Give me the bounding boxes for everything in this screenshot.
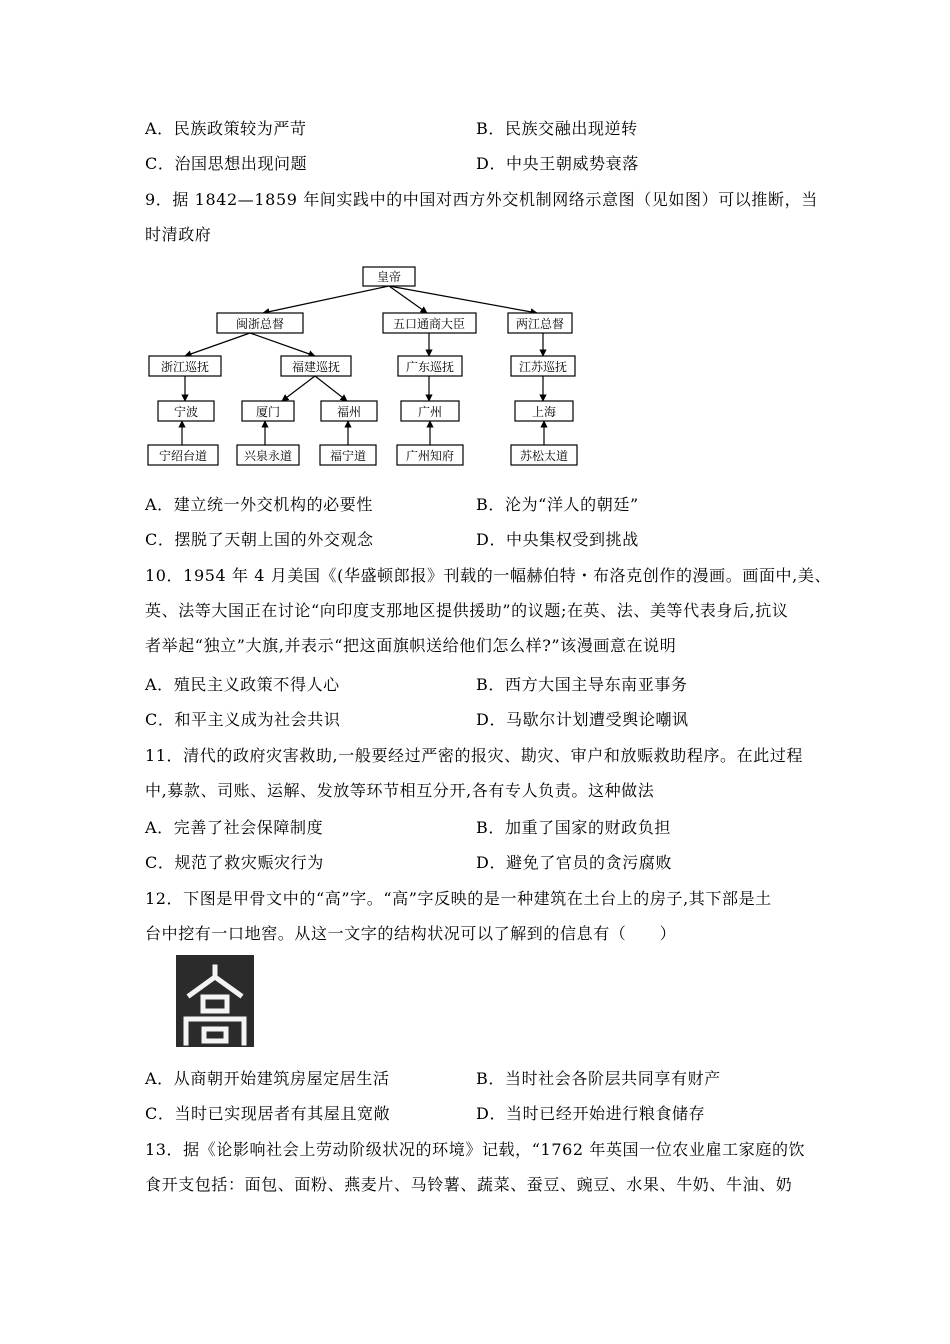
node-fujian: 福建巡抚 <box>291 360 341 374</box>
q10-option-c: C．和平主义成为社会共识 <box>145 710 341 729</box>
node-guangzhou: 广州 <box>417 405 443 419</box>
node-minzhe: 闽浙总督 <box>235 317 285 331</box>
q12-option-c: C．当时已实现居者有其屋且宽敞 <box>145 1104 391 1123</box>
q11-option-d: D．避免了官员的贪污腐败 <box>476 853 673 872</box>
q10-stem-line: 10．1954 年 4 月美国《(华盛顿郎报》刊载的一幅赫伯特・布洛克创作的漫画。画面中,美、 <box>145 566 832 585</box>
node-guangzhouzhifu: 广州知府 <box>405 449 455 463</box>
q13-stem <box>145 1132 807 1202</box>
q12-stem-line: 台中挖有一口地窖。从这一文字的结构状况可以了解到的信息有（ ） <box>145 924 677 943</box>
q10-option-d: D．马歇尔计划遭受舆论嘲讽 <box>476 710 689 729</box>
node-guangdong: 广东巡抚 <box>405 360 455 374</box>
q12-stem <box>145 881 807 951</box>
oracle-bone-gao-image <box>176 955 254 1047</box>
q10-stem <box>145 558 832 663</box>
node-fuzhou: 福州 <box>336 405 362 419</box>
node-jiangsu: 江苏巡抚 <box>518 360 568 374</box>
q11-option-b: B．加重了国家的财政负担 <box>476 818 671 837</box>
node-ningbo: 宁波 <box>173 405 199 419</box>
q12-stem-line: 12．下图是甲骨文中的“高”字。“高”字反映的是一种建筑在土台上的房子,其下部是土 <box>145 889 772 908</box>
q10-stem-line: 者举起“独立”大旗,并表示“把这面旗帜送给他们怎么样?”该漫画意在说明 <box>145 636 677 655</box>
q9-stem-line: 时清政府 <box>145 225 212 244</box>
node-xingquanyong: 兴泉永道 <box>243 449 293 463</box>
q8-option-c: C．治国思想出现问题 <box>145 154 308 173</box>
q11-stem-line: 11．清代的政府灾害救助,一般要经过严密的报灾、勘灾、审户和放赈救助程序。在此过程 <box>145 746 804 765</box>
q8-option-d: D．中央王朝威势衰落 <box>476 154 639 173</box>
q10-option-a: A．殖民主义政策不得人心 <box>145 675 340 694</box>
q8-option-a: A．民族政策较为严苛 <box>145 119 307 138</box>
node-susongtai: 苏松太道 <box>519 449 569 463</box>
q10-stem-line: 英、法等大国正在讨论“向印度支那地区提供援助”的议题;在英、法、美等代表身后,抗议 <box>145 601 789 620</box>
node-liangjiang: 两江总督 <box>515 317 565 331</box>
q12-option-d: D．当时已经开始进行粮食储存 <box>476 1104 706 1123</box>
q8-option-b: B．民族交融出现逆转 <box>476 119 638 138</box>
diplomacy-network-diagram <box>145 262 585 468</box>
q9-option-a: A．建立统一外交机构的必要性 <box>145 495 373 514</box>
q11-stem-line: 中,募款、司账、运解、发放等环节相互分开,各有专人负责。这种做法 <box>145 781 655 800</box>
node-wukou: 五口通商大臣 <box>392 317 466 331</box>
node-ningshaotai: 宁绍台道 <box>158 449 208 463</box>
q9-stem-line: 9．据 1842—1859 年间实践中的中国对西方外交机制网络示意图（见如图）可以推断，当 <box>145 190 818 209</box>
node-shanghai: 上海 <box>531 405 557 419</box>
q12-option-b: B．当时社会各阶层共同享有财产 <box>476 1069 721 1088</box>
q13-stem-line: 食开支包括：面包、面粉、燕麦片、马铃薯、蔬菜、蚕豆、豌豆、水果、牛奶、牛油、奶 <box>145 1175 793 1194</box>
q9-option-c: C．摆脱了天朝上国的外交观念 <box>145 530 374 549</box>
q10-option-b: B．西方大国主导东南亚事务 <box>476 675 688 694</box>
node-funing: 福宁道 <box>329 449 367 463</box>
node-xiamen: 厦门 <box>255 405 281 419</box>
q9-option-b: B．沦为“洋人的朝廷” <box>476 495 639 514</box>
q9-stem <box>145 182 818 252</box>
node-emperor: 皇帝 <box>376 270 402 284</box>
q12-option-a: A．从商朝开始建筑房屋定居生活 <box>145 1069 390 1088</box>
q13-stem-line: 13．据《论影响社会上劳动阶级状况的环境》记载，“1762 年英国一位农业雇工家庭的饮 <box>145 1140 806 1159</box>
node-zhejiang: 浙江巡抚 <box>160 360 210 374</box>
q11-stem <box>145 738 807 808</box>
q11-option-c: C．规范了救灾赈灾行为 <box>145 853 324 872</box>
q11-option-a: A．完善了社会保障制度 <box>145 818 324 837</box>
q9-option-d: D．中央集权受到挑战 <box>476 530 639 549</box>
